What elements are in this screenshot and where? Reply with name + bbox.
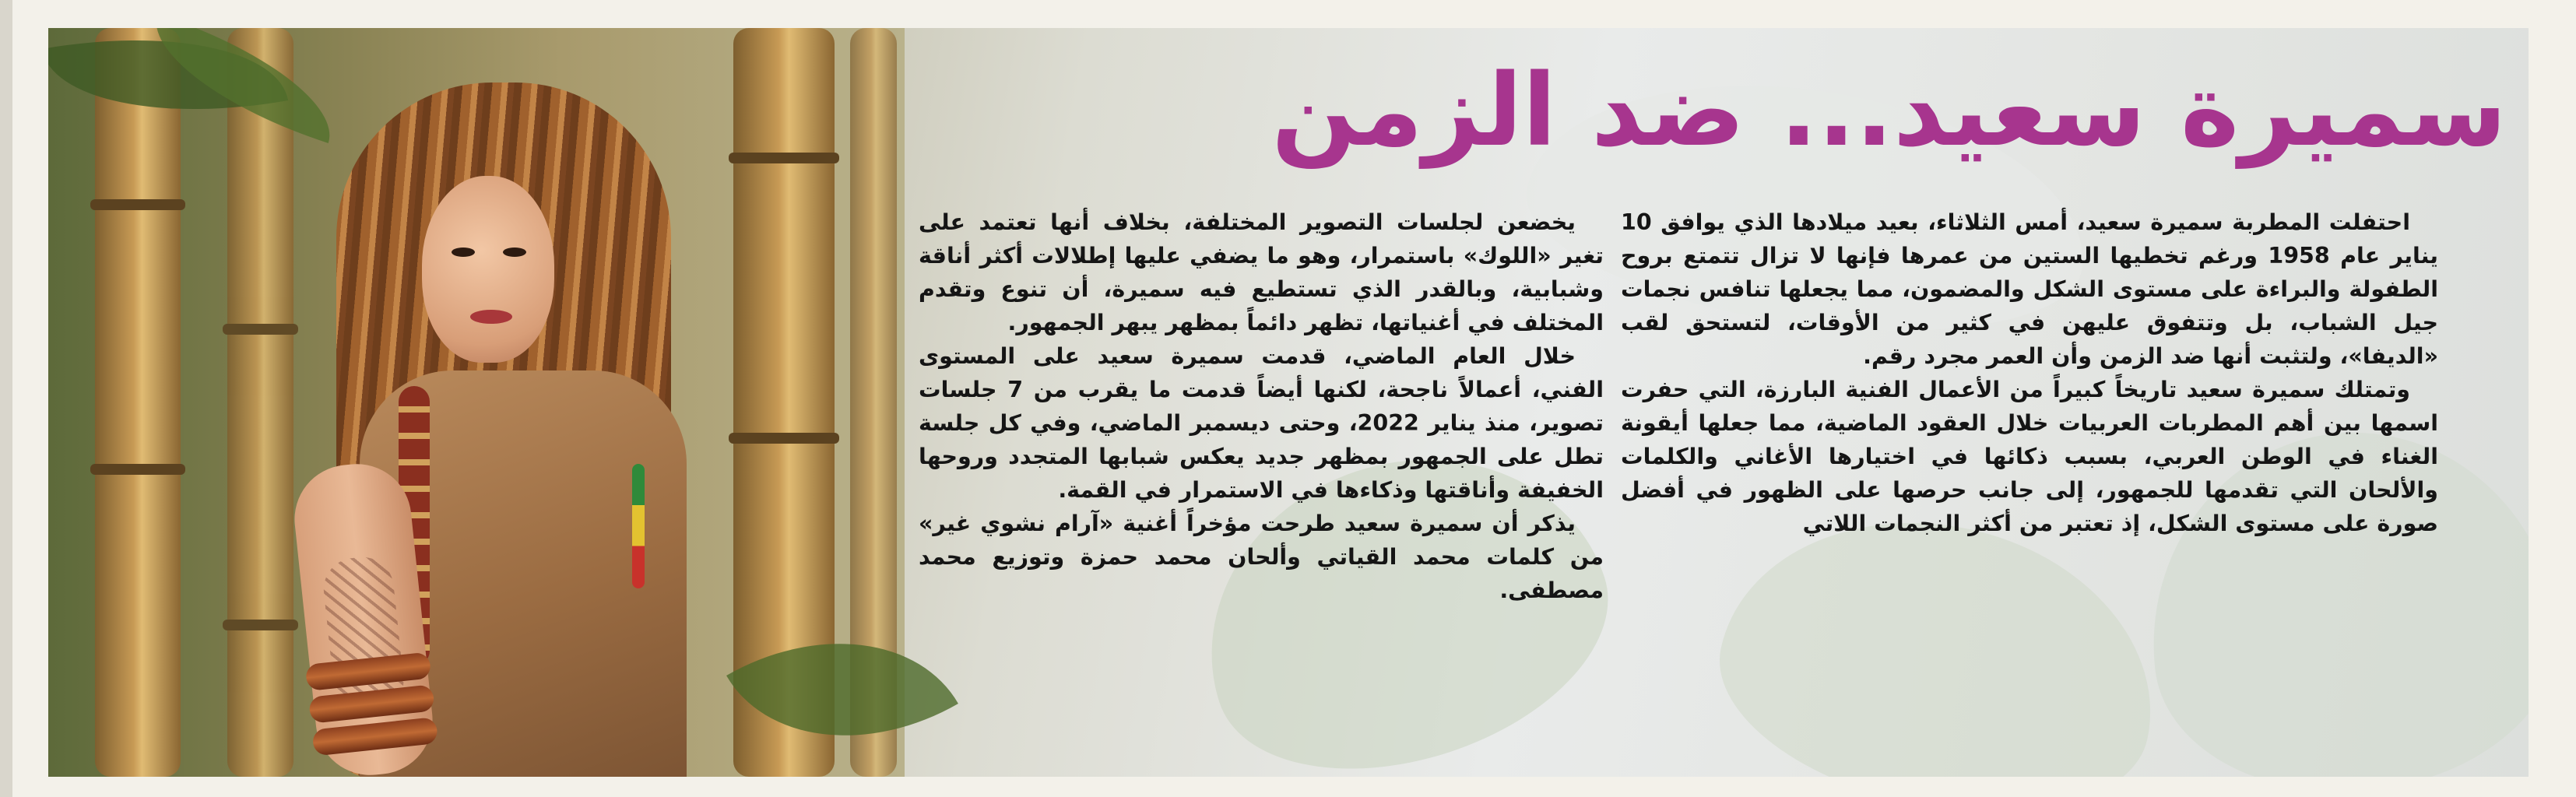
singer-photo [48,28,905,777]
page-margin [0,0,12,797]
paragraph: يذكر أن سميرة سعيد طرحت مؤخراً أغنية «آرام نشوي غير» من كلمات محمد القياتي وألحان محمد حمزة وتوزيع محمد مصطفى. [919,511,1604,603]
bamboo-stalk [95,28,181,777]
article-column-right [1621,205,2438,540]
paragraph: احتفلت المطربة سميرة سعيد، أمس الثلاثاء، بعيد ميلادها الذي يوافق 10 يناير عام 1958 ورغم تخطيها الستين من عمرها فإنها لا تزال تتمتع بروح الطفولة والبراءة على مستوى الشكل والمضمون، مما يجعلها تنافس نجمات جيل الشباب، بل وتتفوق عليهن في كثير من الأوقات، لتستحق لقب «الديفا»، ولتثبت أنها ضد الزمن وأن العمر مجرد رقم. [1621,209,2438,369]
lips [470,310,512,324]
paragraph: وتمتلك سميرة سعيد تاريخاً كبيراً من الأعمال الفنية البارزة، التي حفرت اسمها بين أهم المطربات العربيات خلال العقود الماضية، مما جعلها أيقونة الغناء في الوطن العربي، بسبب ذكائها في اختيارها الأغاني والكلمات والألحان التي تقدمها للجمهور، إلى جانب حرصها على الظهور في أفضل صورة على مستوى الشكل، إذ تعتبر من أكثر النجمات اللاتي [1621,377,2438,536]
article-block [48,28,2529,777]
bracelet [308,684,435,724]
article-headline: سميرة سعيد... ضد الزمن [1271,53,2507,169]
rasta-band [632,464,645,588]
paragraph: خلال العام الماضي، قدمت سميرة سعيد على المستوى الفني، أعمالاً ناجحة، لكنها أيضاً قدمت ما يقرب من 7 جلسات تصوير، منذ يناير 2022، وحتى ديسمبر الماضي، وفي كل جلسة تطل على الجمهور بمظهر جديد يعكس شبابها المتجدد وروحها الخفيفة وأناقتها وذكاءها في الاستمرار في القمة. [919,343,1604,503]
face [422,176,554,363]
paragraph: يخضعن لجلسات التصوير المختلفة، بخلاف أنها تعتمد على تغير «اللوك» باستمرار، وهو ما يضفي عليها إطلالات أكثر أناقة وشبابية، وبالقدر الذي تستطيع فيه سميرة، أن تنوع وتقدم المختلف في أغنياتها، تظهر دائماً بمظهر يبهر الجمهور. [919,209,1604,335]
eye [503,248,526,257]
eye [452,248,475,257]
singer-figure [305,59,741,777]
bamboo-stalk [227,28,293,777]
article-column-left [919,205,1604,607]
bracelet [311,717,438,757]
